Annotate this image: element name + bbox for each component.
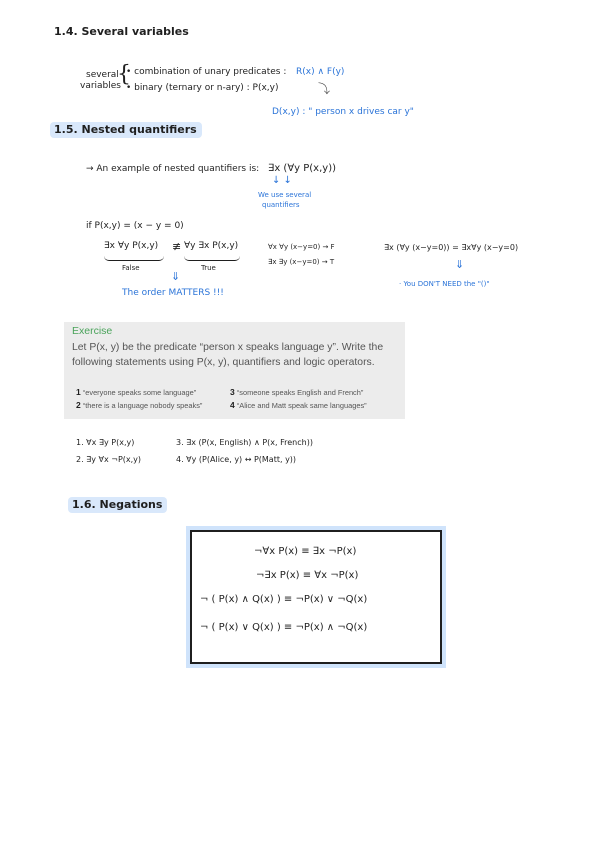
- curly-brace-icon: {: [117, 62, 131, 87]
- negation-rule-1: ¬∀x P(x) ≡ ∃x ¬P(x): [254, 546, 357, 557]
- double-down-arrow-icon: ⇓: [171, 270, 181, 283]
- lhs-formula: ∃x ∀y P(x,y): [104, 241, 159, 251]
- forall-forall-result: ∀x ∀y (x−y=0) → F: [268, 243, 335, 251]
- exercise-item-3: [230, 387, 363, 397]
- exercise-item-text: “someone speaks English and French”: [236, 388, 364, 397]
- exercise-text: Let P(x, y) be the predicate “person x speaks language y”. Write the following statements using P(x, y), quantifiers and logic operators.: [72, 342, 384, 368]
- exercise-box: [64, 322, 405, 419]
- several-quantifiers-note-2: quantifiers: [262, 201, 300, 209]
- rhs-formula: ∀y ∃x P(x,y): [184, 241, 239, 251]
- unary-example: R(x) ∧ F(y): [296, 67, 345, 77]
- exercise-item-number: 1: [76, 387, 81, 397]
- section-title-several-variables: 1.4. Several variables: [54, 25, 189, 38]
- negation-rule-2: ¬∃x P(x) ≡ ∀x ¬P(x): [256, 570, 359, 581]
- nested-intro: → An example of nested quantifiers is:: [86, 164, 260, 174]
- unary-item: • combination of unary predicates :: [126, 67, 287, 77]
- section-title-nested-quantifiers: 1.5. Nested quantifiers: [50, 122, 202, 138]
- section-title-negations: 1.6. Negations: [68, 497, 167, 513]
- exercise-item-2: [76, 400, 202, 410]
- answer-4: 4. ∀y (P(Alice, y) ↔ P(Matt, y)): [176, 455, 297, 464]
- exists-exists-result: ∃x ∃y (x−y=0) → T: [268, 258, 335, 266]
- not-equivalent-symbol: ≢: [172, 240, 182, 253]
- if-definition: if P(x,y) = (x − y = 0): [86, 221, 184, 231]
- dont-need-parens-note: · You DON'T NEED the "()": [399, 280, 490, 288]
- negation-rule-3: ¬ ( P(x) ∧ Q(x) ) ≡ ¬P(x) ∨ ¬Q(x): [200, 594, 368, 605]
- true-label: True: [201, 264, 216, 272]
- exercise-item-text: “Alice and Matt speak same languages”: [236, 401, 367, 410]
- exercise-item-4: [230, 400, 367, 410]
- drives-car-example: D(x,y) : " person x drives car y": [272, 107, 414, 117]
- nested-formula: ∃x (∀y P(x,y)): [268, 163, 337, 174]
- double-down-arrow-icon-2: ⇓: [455, 258, 465, 271]
- negation-rule-4: ¬ ( P(x) ∨ Q(x) ) ≡ ¬P(x) ∧ ¬Q(x): [200, 622, 368, 633]
- underbrace-right: [184, 256, 240, 261]
- exercise-item-text: “everyone speaks some language”: [82, 388, 197, 397]
- exercise-item-text: “there is a language nobody speaks”: [82, 401, 203, 410]
- exercise-item-number: 3: [230, 387, 235, 397]
- underbrace-left: [104, 256, 164, 261]
- down-arrows-icon: ↓ ↓: [272, 175, 292, 186]
- several-quantifiers-note-1: We use several: [258, 191, 312, 199]
- order-matters-note: The order MATTERS !!!: [122, 288, 224, 298]
- negations-box: [190, 530, 442, 664]
- exercise-item-number: 4: [230, 400, 235, 410]
- answer-1: 1. ∀x ∃y P(x,y): [76, 438, 135, 447]
- exercise-title: Exercise: [72, 325, 113, 337]
- curved-arrow-icon: ⤵: [318, 82, 331, 96]
- parentheses-equivalence: ∃x (∀y (x−y=0)) = ∃x∀y (x−y=0): [384, 243, 519, 252]
- answer-2: 2. ∃y ∀x ¬P(x,y): [76, 455, 142, 464]
- variables-label: variables: [80, 81, 121, 91]
- answer-3: 3. ∃x (P(x, English) ∧ P(x, French)): [176, 438, 313, 447]
- several-label: several: [86, 70, 119, 80]
- exercise-item-1: [76, 387, 196, 397]
- binary-item: • binary (ternary or n-ary) : P(x,y): [126, 83, 279, 93]
- exercise-item-number: 2: [76, 400, 81, 410]
- false-label: False: [122, 264, 140, 272]
